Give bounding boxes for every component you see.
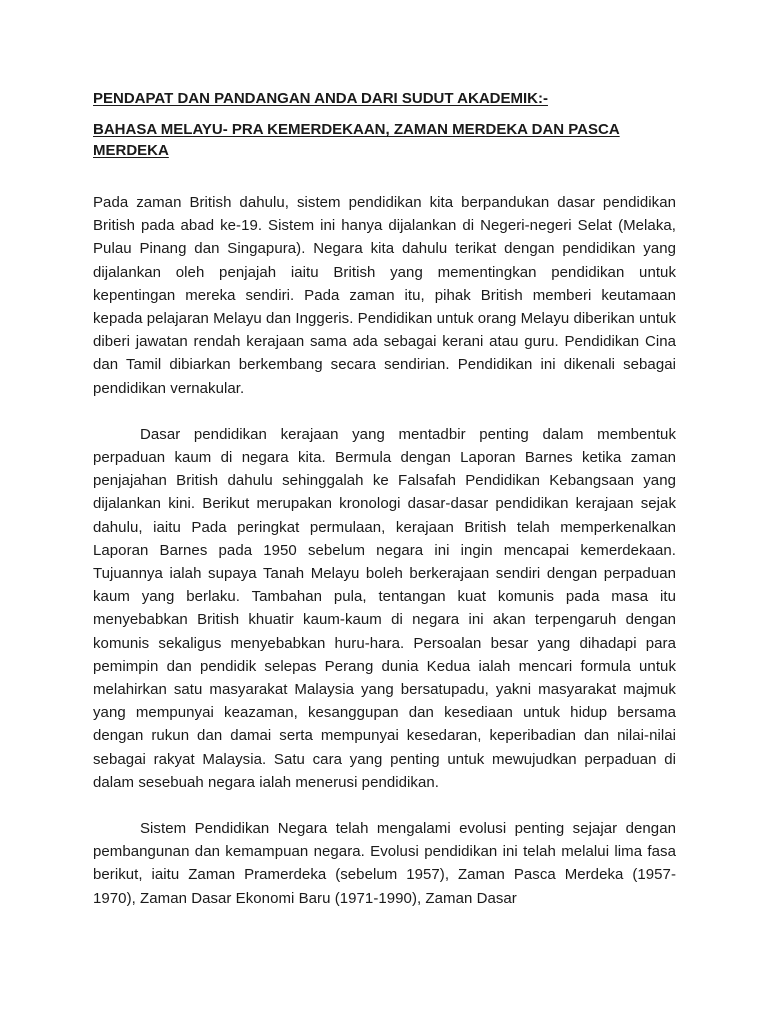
paragraph-1: Pada zaman British dahulu, sistem pendidikan kita berpandukan dasar pendidikan British pada abad ke-19. Sistem ini hanya dijalankan di Negeri-negeri Selat (Melaka, Pulau Pinang dan Singapura). Negara kita dahulu terikat dengan pendidikan yang dijalankan oleh penjajah iaitu British yang mementingkan pendidikan untuk kepentingan mereka sendiri. Pada zaman itu, pihak British memberi keutamaan kepada pelajaran Melayu dan Inggeris. Pendidikan untuk orang Melayu diberikan untuk diberi jawatan rendah kerajaan sama ada sebagai kerani atau guru. Pendidikan Cina dan Tamil dibiarkan berkembang secara sendirian. Pendidikan ini dikenali sebagai pendidikan vernakular. xyxy=(93,194,676,397)
document-heading-1: PENDAPAT DAN PANDANGAN ANDA DARI SUDUT AKADEMIK:- xyxy=(93,90,548,107)
paragraph-3: Sistem Pendidikan Negara telah mengalami evolusi penting sejajar dengan pembangunan dan kemampuan negara. Evolusi pendidikan ini telah melalui lima fasa berikut, iaitu Zaman Pramerdeka (sebelum 1957), Zaman Pasca Merdeka (1957-1970), Zaman Dasar Ekonomi Baru (1971-1990), Zaman Dasar xyxy=(93,820,676,907)
document-page xyxy=(93,88,676,910)
document-heading-2: BAHASA MELAYU- PRA KEMERDEKAAN, ZAMAN MERDEKA DAN PASCA MERDEKA xyxy=(93,121,620,159)
paragraph-2: Dasar pendidikan kerajaan yang mentadbir penting dalam membentuk perpaduan kaum di negara kita. Bermula dengan Laporan Barnes ketika zaman penjajahan British dahulu sehinggalah ke Falsafah Pendidikan Kebangsaan yang dijalankan kini. Berikut merupakan kronologi dasar-dasar pendidikan kerajaan sejak dahulu, iaitu Pada peringkat permulaan, kerajaan British telah memperkenalkan Laporan Barnes pada 1950 sebelum negara ini ingin mencapai kemerdekaan. Tujuannya ialah supaya Tanah Melayu boleh berkerajaan sendiri dengan perpaduan kaum yang berlaku. Tambahan pula, tentangan kuat komunis pada masa itu menyebabkan British khuatir kaum-kaum di negara ini akan terpengaruh dengan komunis sekaligus menyebabkan huru-hara. Persoalan besar yang dihadapi para pemimpin dan pendidik selepas Perang dunia Kedua ialah mencari formula untuk melahirkan satu masyarakat Malaysia yang bersatupadu, yakni masyarakat majmuk yang mempunyai keazaman, kesanggupan dan kesediaan untuk hidup bersama dengan rukun dan damai serta mempunyai kesedaran, keperibadian dan nilai-nilai sebagai rakyat Malaysia. Satu cara yang penting untuk mewujudkan perpaduan di dalam sesebuah negara ialah menerusi pendidikan. xyxy=(93,425,676,791)
